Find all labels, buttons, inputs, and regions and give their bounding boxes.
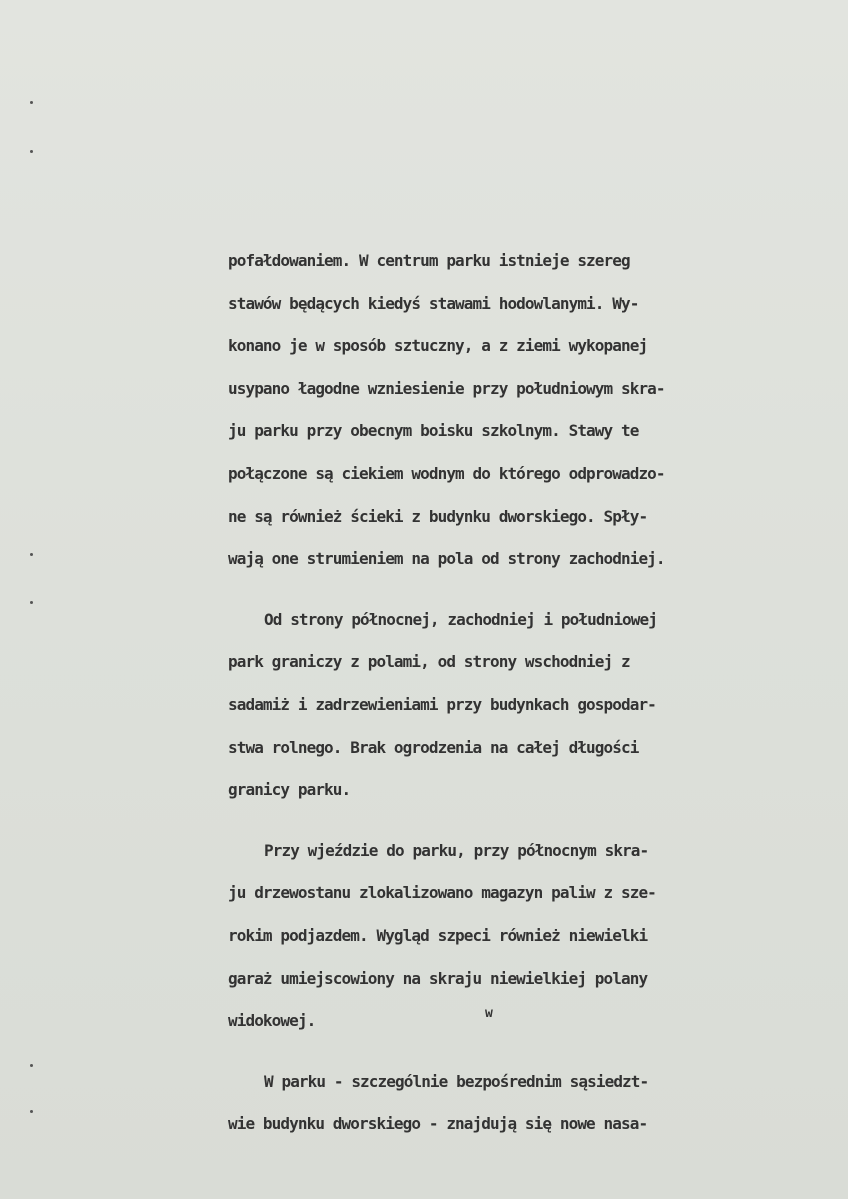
paragraph-gap: [228, 1043, 758, 1061]
text-line: garaż umiejscowiony na skraju niewielkiej polany: [228, 968, 648, 988]
text-line: wie budynku dworskiego - znajdują się nowe nasa-: [228, 1114, 648, 1134]
text-line: granicy parku.: [228, 780, 351, 800]
text-line: stwa rolnego. Brak ogrodzenia na całej długości: [228, 737, 639, 757]
text-line: konano je w sposób sztuczny, a z ziemi wykopanej: [228, 336, 648, 356]
text-line: widokowej.: [228, 1011, 316, 1031]
paragraph-3: [228, 830, 758, 1043]
paragraph-gap: [228, 581, 758, 599]
text-line: wają one strumieniem na pola od strony zachodniej.: [228, 549, 665, 569]
text-line: stawów będących kiedyś stawami hodowlanymi. Wy-: [228, 293, 639, 313]
text-line: połączone są ciekiem wodnym do którego odprowadzo-: [228, 463, 665, 483]
text-line: sadamiż i zadrzewieniami przy budynkach gospodar-: [228, 694, 656, 714]
text-line: Przy wjeździe do parku, przy północnym skra-: [264, 840, 649, 860]
text-line: ne są również ścieki z budynku dworskiego. Spły-: [228, 506, 648, 526]
edge-mark: [30, 601, 33, 604]
text-line: W parku - szczególnie bezpośrednim sąsiedzt-: [264, 1071, 649, 1091]
handwritten-insertion: w: [485, 1006, 493, 1021]
text-line: pofałdowaniem. W centrum parku istnieje szereg: [228, 251, 630, 270]
text-line: ju parku przy obecnym boisku szkolnym. Stawy te: [228, 421, 639, 441]
text-line: rokim podjazdem. Wygląd szpeci również niewielki: [228, 925, 648, 945]
text-line: ju drzewostanu zlokalizowano magazyn paliw z sze-: [228, 883, 656, 903]
text-line: Od strony północnej, zachodniej i południowej: [264, 609, 657, 629]
text-line: park graniczy z polami, od strony wschodniej z: [228, 652, 630, 672]
paragraph-4: [228, 1061, 758, 1146]
edge-mark: [30, 150, 33, 153]
paragraph-2: [228, 599, 758, 812]
edge-mark: [30, 1110, 33, 1113]
edge-mark: [30, 553, 33, 556]
paragraph-1: [228, 240, 758, 581]
paragraph-gap: [228, 812, 758, 830]
edge-mark: [30, 1064, 33, 1067]
edge-mark: [30, 101, 33, 104]
text-line: usypano łagodne wzniesienie przy południowym skra-: [228, 378, 665, 398]
typewritten-text: [228, 240, 758, 1146]
